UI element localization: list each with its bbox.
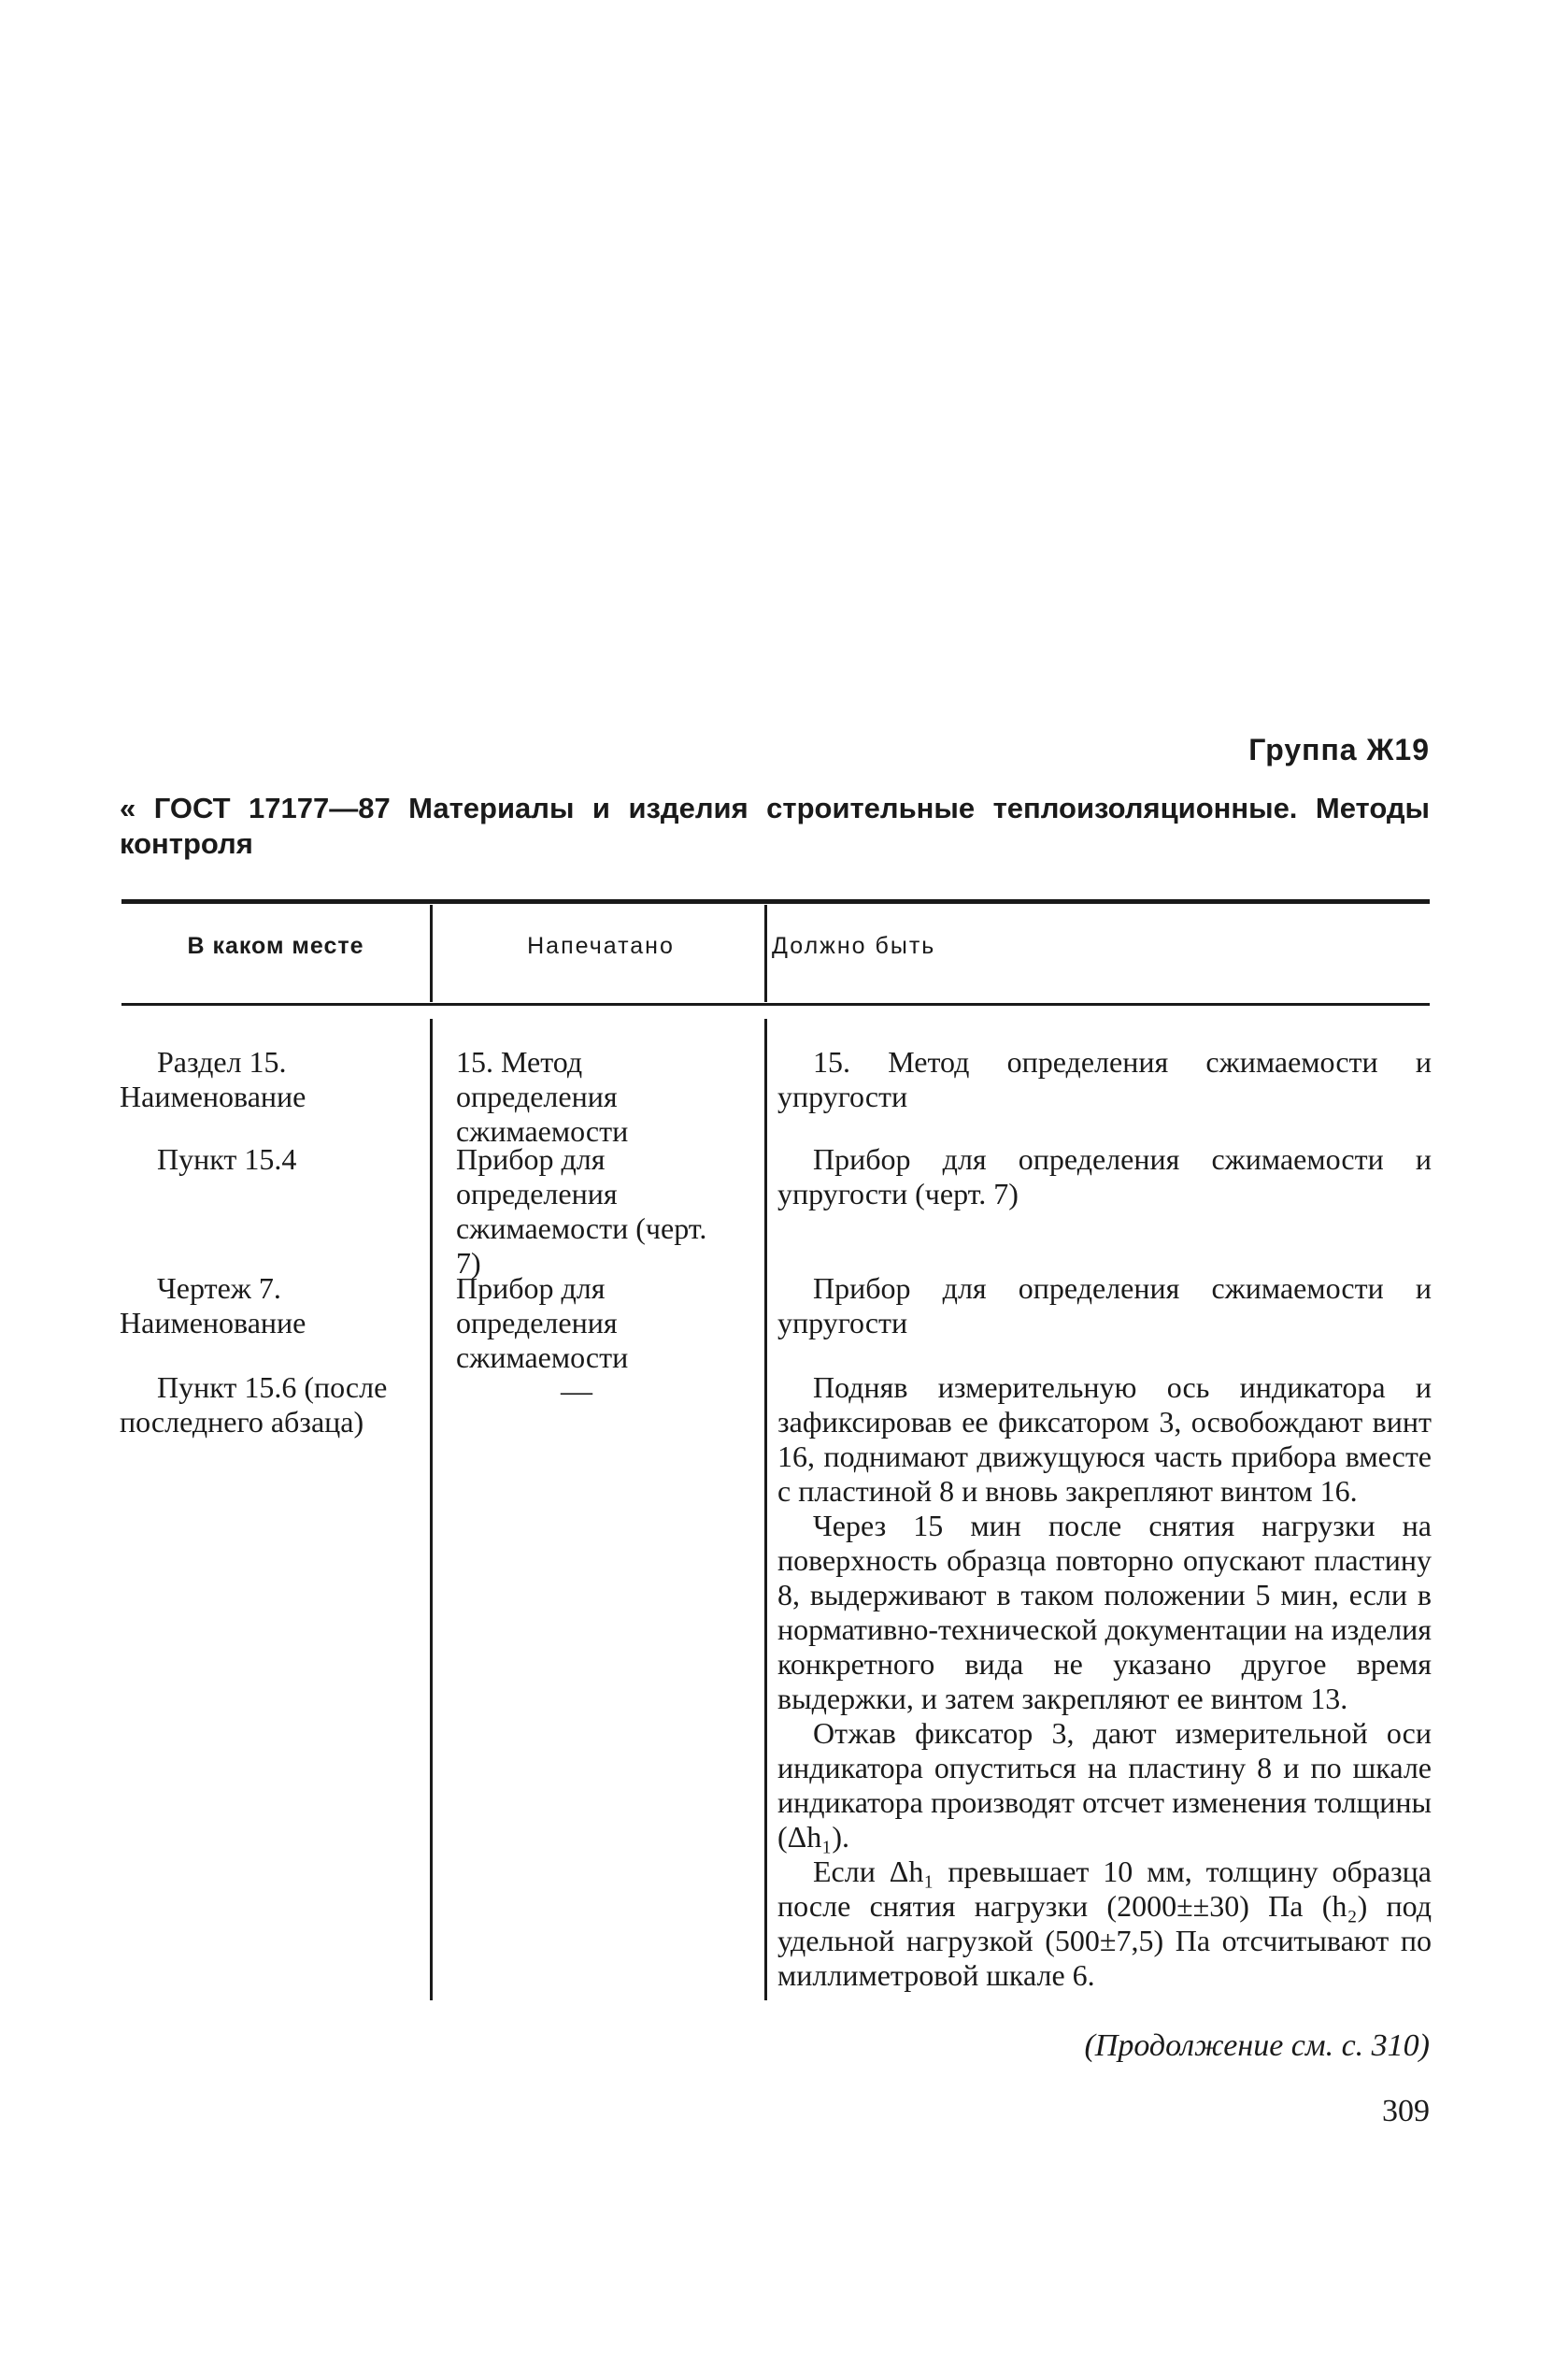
should-be-row-3: Прибор для определения сжимаемости и упругости [777,1271,1432,1339]
paragraph: Через 15 мин после снятия нагрузки на поверхность образца повторно опускают пластину 8, выдерживают в таком положении 5 мин, если в нормативно-технической документации на изделия конкретного вида не указано другое время выдержки, и затем закрепляют ее винтом 13. [777,1509,1432,1715]
should-be-row-2: Прибор для определения сжимаемости и упругости (черт. 7) [777,1142,1432,1210]
table-header-rule [121,1003,1430,1006]
group-label: Группа Ж19 [1248,733,1430,766]
should-be-row-4 [777,1370,1432,1993]
printed-row-1: 15. Метод определения сжимаемости [456,1045,629,1148]
where-row-2: Пункт 15.4 [157,1142,297,1176]
paragraph: Отжав фиксатор 3, дают измерительной оси индикатора опуститься на пластину 8 и по шкале индикатора производят отсчет изменения толщины (Δh₁). [777,1716,1432,1854]
header-printed: Напечатано [527,933,675,959]
paragraph: Подняв измерительную ось индикатора и зафиксировав ее фиксатором 3, освобождают винт 16, поднимают движущуюся часть прибора вместе с пластиной 8 и вновь закрепляют винтом 16. [777,1370,1432,1508]
header-divider-2 [764,905,767,1002]
printed-row-3: Прибор для определения сжимаемости [456,1271,629,1374]
header-should-be: Должно быть [772,933,936,959]
document-title: « ГОСТ 17177—87 Материалы и изделия строительные теплоизоляционные. Методы контроля [120,792,1430,860]
where-row-1: Раздел 15. Наименование [120,1045,306,1113]
paragraph: Если Δh₁ превышает 10 мм, толщину образца после снятия нагрузки (2000±±30) Па (h₂) под удельной нагрузкой (500±7,5) Па отсчитывают по миллиметровой шкале 6. [777,1855,1432,1992]
page-number: 309 [1382,2094,1430,2128]
column-divider-1 [430,1019,433,2000]
printed-row-2: Прибор для определения сжимаемости (черт. 7) [456,1142,707,1280]
column-divider-2 [764,1019,767,2000]
header-divider-1 [430,905,433,1002]
printed-row-4: — [561,1374,592,1409]
should-be-row-1: 15. Метод определения сжимаемости и упругости [777,1045,1432,1113]
where-row-3: Чертеж 7. Наименование [120,1271,306,1339]
continuation-note: (Продолжение см. с. 310) [1084,2028,1430,2063]
where-row-4: Пункт 15.6 (после последнего абзаца) [120,1370,388,1439]
header-where: В каком месте [187,933,364,959]
table-top-rule [121,899,1430,904]
